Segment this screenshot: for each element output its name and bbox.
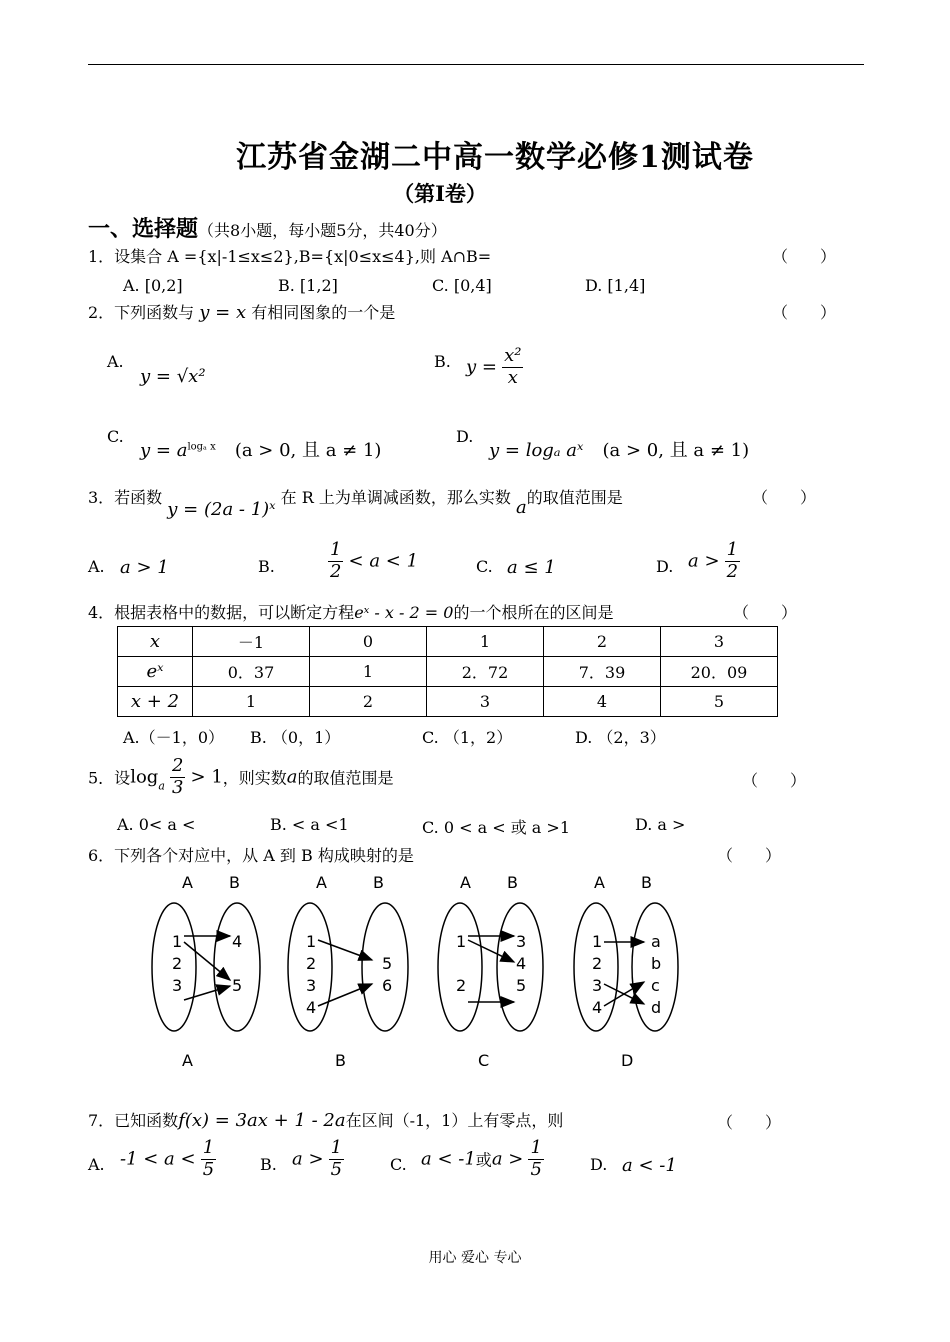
q3-option-a: a > 1: [120, 557, 169, 578]
q7-b-pre: a >: [292, 1148, 324, 1170]
question-7-stem: [88, 1108, 563, 1131]
q5-frac-num: 2: [171, 755, 184, 776]
page-title: 江苏省金湖二中高一数学必修1测试卷: [236, 140, 754, 175]
set-a-ellipse: [438, 903, 482, 1031]
q5-stem-end: 的取值范围是: [297, 768, 394, 788]
section-note: （共8小题，每小题5分，共40分）: [198, 221, 447, 240]
element: 2: [172, 954, 183, 973]
question-6-stem: 6．下列各个对应中，从 A 到 B 构成映射的是: [88, 846, 414, 865]
table-cell: 1: [427, 627, 544, 657]
q2-stem-eq: y = x: [199, 302, 247, 323]
option-label: B: [335, 1051, 346, 1070]
set-label-a: A: [316, 873, 327, 892]
mapping-diagram-b: [288, 873, 408, 1070]
q7-stem-expr: f(x) = 3ax + 1 - 2a: [178, 1110, 346, 1131]
question-2-stem: [88, 300, 395, 323]
answer-paren: （ ）: [742, 771, 807, 790]
q2-option-c: [140, 436, 381, 462]
set-label-b: B: [641, 873, 652, 892]
answer-paren: （ ）: [733, 603, 798, 622]
q7-stem-post: 在区间（-1，1）上有零点，则: [345, 1111, 564, 1130]
q7-option-a: [120, 1138, 216, 1180]
q3-stem-post: 在 R 上为单调减函数，那么实数: [280, 488, 511, 507]
q2-c-cond: (a > 0, 且 a ≠ 1): [234, 440, 382, 461]
q7-label-b: B.: [260, 1155, 277, 1174]
element: a: [651, 932, 661, 951]
q2-label-c: C.: [107, 427, 124, 446]
q5-option-a: A. 0< a <: [117, 815, 196, 834]
q2-stem-post: 有相同图象的一个是: [251, 303, 396, 322]
q7-label-a: A.: [88, 1155, 105, 1174]
q7-option-d: a < -1: [622, 1155, 677, 1176]
q3-stem-end: 的取值范围是: [526, 488, 623, 507]
q3-b-num: 1: [330, 539, 342, 560]
answer-paren: （ ）: [772, 303, 837, 322]
q3-d-pre: a >: [688, 550, 720, 572]
table-cell: 7．39: [544, 657, 661, 687]
answer-paren: （ ）: [772, 247, 837, 266]
set-label-a: A: [182, 873, 193, 892]
q2-c-expr: y = a: [140, 440, 188, 461]
element: 3: [306, 976, 317, 995]
element: 1: [456, 932, 467, 951]
q5-option-c: C. 0 < a < 或 a >1: [422, 818, 571, 837]
q2-c-sup: logₐ x: [187, 441, 216, 453]
q7-b-den: 5: [330, 1158, 343, 1180]
q2-d-cond: (a > 0, 且 a ≠ 1): [602, 440, 750, 461]
q4-option-b: B. （0，1）: [250, 728, 341, 747]
q1-option-d: D. [1,4]: [585, 276, 646, 295]
q7-c-or: 或: [475, 1150, 492, 1170]
option-label: A: [182, 1051, 193, 1070]
q3-d-frac: [725, 540, 740, 582]
q7-option-b: [292, 1138, 344, 1180]
set-label-b: B: [507, 873, 518, 892]
q7-a-den: 5: [202, 1158, 215, 1180]
q3-label-b: B.: [258, 557, 275, 576]
table-row-label: eˣ: [118, 657, 193, 687]
element: 4: [306, 998, 317, 1017]
answer-paren: （ ）: [717, 846, 782, 865]
q3-b-frac: [328, 540, 343, 582]
q1-option-c: C. [0,4]: [432, 276, 492, 295]
element: d: [651, 998, 662, 1017]
q3-option-c: a ≤ 1: [507, 557, 556, 578]
table-cell: 4: [544, 687, 661, 717]
mapping-diagrams: [0, 860, 950, 1080]
mapping-diagram-a: [152, 873, 260, 1070]
element: 2: [592, 954, 603, 973]
q3-label-c: C.: [476, 557, 493, 576]
q2-b-lhs: y =: [466, 356, 497, 378]
q3-b-den: 2: [330, 560, 342, 582]
q3-d-den: 2: [726, 560, 739, 582]
q7-b-num: 1: [330, 1137, 343, 1158]
q3-stem-pre: 3．若函数: [88, 488, 163, 507]
q7-a-num: 1: [202, 1137, 215, 1158]
q7-option-c: [421, 1138, 544, 1180]
q3-b-post: < a < 1: [348, 550, 419, 572]
table-cell: 20．09: [661, 657, 778, 687]
q2-b-frac: [502, 346, 523, 388]
table-cell: 1: [193, 687, 310, 717]
table-cell: 2: [544, 627, 661, 657]
q5-stem-var: a: [286, 766, 298, 788]
q2-option-b: [466, 346, 523, 388]
table-cell: 1: [310, 657, 427, 687]
element: 2: [306, 954, 317, 973]
element: 1: [172, 932, 183, 951]
option-label: D: [621, 1051, 634, 1070]
element: 5: [516, 976, 527, 995]
element: 4: [592, 998, 603, 1017]
q7-label-c: C.: [390, 1155, 407, 1174]
section-title: 一、选择题: [88, 216, 199, 242]
q2-stem-pre: 2．下列函数与: [88, 303, 195, 322]
q4-stem-eq: eˣ - x - 2 = 0: [354, 603, 454, 622]
q7-c-pre: a < -1: [421, 1148, 476, 1170]
element: 5: [382, 954, 393, 973]
element: 2: [456, 976, 467, 995]
element: 3: [516, 932, 527, 951]
element: 6: [382, 976, 393, 995]
q2-option-a: y = √x²: [140, 366, 206, 387]
table-row-label: x + 2: [118, 687, 193, 717]
q7-c-mid: a >: [491, 1148, 524, 1170]
q3-label-d: D.: [656, 557, 674, 576]
q2-label-a: A.: [107, 352, 124, 371]
q4-stem-pre: 4．根据表格中的数据，可以断定方程: [88, 603, 355, 622]
q3-option-b: [328, 540, 418, 582]
question-1-stem: 1．设集合 A ={x|-1≤x≤2},B={x|0≤x≤4},则 A∩B=: [88, 247, 492, 266]
q1-option-a: A. [0,2]: [123, 276, 183, 295]
q1-option-b: B. [1,2]: [278, 276, 338, 295]
mapping-diagram-d: [574, 873, 678, 1070]
question-3-stem: [88, 485, 623, 520]
q7-stem-pre: 7．已知函数: [88, 1111, 179, 1130]
q2-option-d: [489, 436, 749, 462]
q7-a-frac: [201, 1138, 216, 1180]
mapping-arrow: [184, 942, 230, 980]
question-5-stem: 5．设$\log_a$ $\frac{2}{3}$ > 1，则实数a的取值范围是: [88, 755, 394, 798]
table-row-label: x: [118, 627, 193, 657]
element: b: [651, 954, 662, 973]
q3-stem-var: a: [516, 497, 527, 518]
page-footer: 用心 爱心 专心: [428, 1250, 522, 1266]
element: c: [651, 976, 660, 995]
q5-option-b: B. < a <1: [270, 815, 349, 834]
mapping-arrow: [604, 982, 644, 1006]
q4-stem-post: 的一个根所在的区间是: [453, 603, 614, 622]
q7-c-den: 5: [530, 1158, 542, 1180]
q3-label-a: A.: [88, 557, 105, 576]
q3-stem-expr: y = (2a - 1)ˣ: [167, 499, 276, 520]
table-cell: 3: [427, 687, 544, 717]
q2-b-den: x: [507, 366, 518, 388]
set-label-b: B: [373, 873, 384, 892]
table-cell: 2: [310, 687, 427, 717]
q4-table: [117, 626, 778, 717]
mapping-diagram-c: [438, 873, 543, 1070]
table-cell: 2．72: [427, 657, 544, 687]
table-cell: －1: [193, 627, 310, 657]
table-cell: 3: [661, 627, 778, 657]
top-rule: [88, 64, 864, 65]
q2-label-d: D.: [456, 427, 474, 446]
q5-frac: [170, 756, 185, 798]
table-row: [118, 657, 778, 687]
q7-c-frac: [528, 1138, 543, 1180]
q4-option-c: C. （1，2）: [422, 728, 513, 747]
option-label: C: [478, 1051, 490, 1070]
mapping-arrow: [184, 986, 230, 1000]
set-b-ellipse: [214, 903, 260, 1031]
q7-b-frac: [329, 1138, 344, 1180]
element: 5: [232, 976, 243, 995]
q3-option-d: [688, 540, 740, 582]
q5-frac-den: 3: [171, 776, 184, 798]
q5-option-d: D. a >: [635, 815, 686, 834]
question-4-stem: [88, 600, 613, 623]
q4-option-d: D. （2，3）: [575, 728, 666, 747]
q5-stem-gt: > 1: [190, 766, 223, 788]
set-label-a: A: [460, 873, 471, 892]
q7-a-pre: -1 < a <: [120, 1148, 196, 1170]
mapping-arrow: [468, 940, 514, 962]
table-cell: 0．37: [193, 657, 310, 687]
q4-option-a: A.（－1，0）: [123, 728, 225, 747]
table-row: [118, 627, 778, 657]
element: 1: [306, 932, 317, 951]
q5-stem-post: ，则实数: [222, 768, 287, 788]
q2-b-num: x²: [504, 345, 522, 366]
q2-label-b: B.: [434, 352, 451, 371]
q3-d-num: 1: [726, 539, 739, 560]
element: 3: [172, 976, 183, 995]
q7-label-d: D.: [590, 1155, 608, 1174]
element: 1: [592, 932, 603, 951]
table-cell: 0: [310, 627, 427, 657]
q5-log-base: a: [158, 779, 165, 793]
q7-c-num: 1: [530, 1137, 542, 1158]
answer-paren: （ ）: [717, 1113, 782, 1132]
element: 4: [516, 954, 527, 973]
set-label-a: A: [594, 873, 605, 892]
page-subtitle: （第Ⅰ卷）: [393, 181, 487, 206]
section-heading: [88, 212, 447, 243]
set-label-b: B: [229, 873, 240, 892]
answer-paren: （ ）: [752, 488, 817, 507]
element: 3: [592, 976, 603, 995]
element: 4: [232, 932, 243, 951]
table-row: [118, 687, 778, 717]
q2-d-expr: y = logₐ aˣ: [489, 440, 584, 461]
q5-stem-pre: 5．设: [88, 768, 131, 788]
table-cell: 5: [661, 687, 778, 717]
